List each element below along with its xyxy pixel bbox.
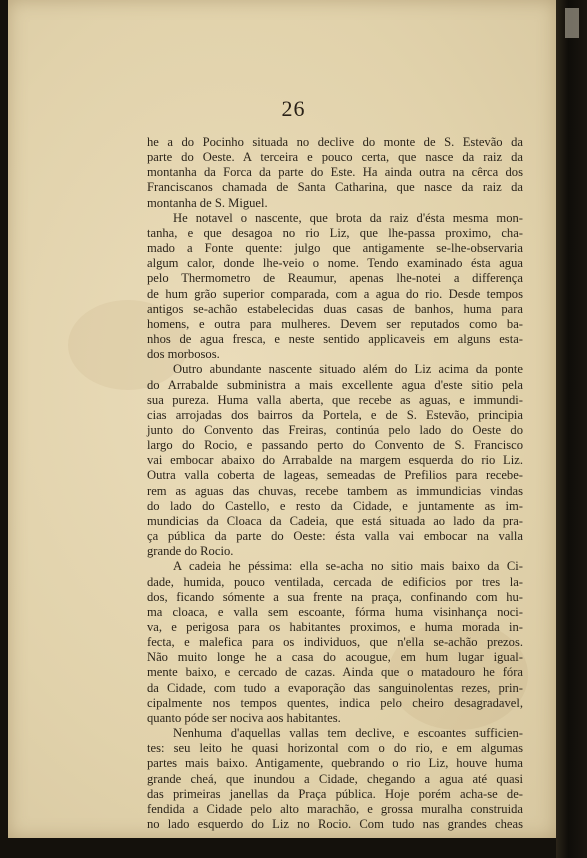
text-line: sua pureza. Huma valla aberta, que recebe as aguas, e immundi- bbox=[147, 392, 523, 407]
text-line: junto do Convento das Freiras, continúa pelo lado do Oeste do bbox=[147, 422, 523, 437]
text-line: montanha de S. Miguel. bbox=[147, 195, 268, 210]
text-line: mente baixo, e cercado de cazas. Ainda que o matadouro he fóra bbox=[147, 665, 523, 680]
text-line: va, e perigosa para os habitantes proximos, e huma morada in- bbox=[147, 620, 523, 634]
text-line: mundicias da Cloaca da Cadeia, que está situada ao lado da pra- bbox=[147, 513, 523, 528]
text-line: nhos de agua fresca, e neste sentido applicaveis em alguns esta- bbox=[147, 332, 523, 347]
text-line: A cadeia he péssima: ella se-acha no sitio mais baixo da Ci- bbox=[173, 559, 523, 574]
text-line: fendida a Cidade pelo alto marachão, e grossa muralha construida bbox=[147, 801, 523, 816]
text-line: rem as aguas das chuvas, recebe tambem as immundicias vindas bbox=[147, 483, 523, 498]
text-line: cias arrojadas dos bairros da Portela, e de S. Estevão, principia bbox=[147, 407, 523, 422]
text-line: cipalmente nos tempos quentes, indica pelo cheiro desagradavel, bbox=[147, 695, 523, 710]
text-line: mado a Fonte quente: julgo que antigamente se-lhe-observaria bbox=[147, 241, 523, 256]
text-line: Franciscanos chamada de Santa Catharina, que nasce da raiz da bbox=[147, 180, 523, 195]
text-line: Outra valla coberta de lageas, semeadas de Prefilios para recebe- bbox=[147, 468, 523, 483]
text-line: algum calor, donde lhe-veio o nome. Tendo examinado ésta agua bbox=[147, 256, 523, 271]
text-line: Outro abundante nascente situado além do Liz acima da ponte bbox=[173, 362, 523, 377]
text-line: parte do Oeste. A terceira e pouco certa, que nasce da raiz da bbox=[147, 150, 523, 165]
body-text bbox=[147, 135, 523, 832]
text-line: He notavel o nascente, que brota da raiz d'ésta mesma mon- bbox=[173, 210, 523, 225]
text-line: ça pública da parte do Oeste: ésta valla vai embocar na valla bbox=[147, 529, 523, 544]
text-line: no lado esquerdo do Liz no Rocio. Com tudo nas grandes cheas bbox=[147, 817, 523, 832]
text-line: antigos se-achão estabelecidas duas casas de banhos, huma para bbox=[147, 301, 523, 316]
text-line: montanha da Forca da parte do Este. Ha ainda outra na cêrca dos bbox=[147, 165, 523, 180]
text-line: pelo Thermometro de Reaumur, apenas lhe-notei a differença bbox=[147, 271, 523, 286]
text-line: das primeiras janellas da Praça pública. Hoje porém acha-se de- bbox=[147, 786, 523, 801]
text-line: dade, humida, pouco ventilada, cercada de edificios por tres la- bbox=[147, 574, 523, 589]
text-line: grande cheá, que inundou a Cidade, chegando a agua até quasi bbox=[147, 771, 523, 786]
text-line: Não muito longe he a casa do acougue, em hum lugar igual- bbox=[147, 650, 523, 665]
text-line: vai embocar abaixo do Arrabalde na margem esquerda do rio Liz. bbox=[147, 453, 523, 468]
text-line: da Cidade, com tudo a evaporação das sanguinolentas rezes, prin- bbox=[147, 680, 523, 695]
text-line: dos morbosos. bbox=[147, 347, 220, 362]
text-line: Nenhuma d'aquellas vallas tem declive, e escoantes sufficien- bbox=[173, 726, 523, 741]
text-line: quanto póde ser nociva aos habitantes. bbox=[147, 710, 341, 725]
text-line: tes: seu leito he quasi horizontal com o do rio, e em algumas bbox=[147, 741, 523, 756]
text-line: homens, e outra para mulheres. Devem ser reputados como ba- bbox=[147, 316, 523, 331]
book-spine-edge bbox=[556, 0, 587, 858]
text-line: tanha, e que desagoa no rio Liz, que lhe-passa proximo, cha- bbox=[147, 225, 523, 240]
text-line: de hum grão superior comparada, com a agua do rio. Desde tempos bbox=[147, 286, 523, 301]
text-line: do lado do Castello, e resto da Cidade, e juntamente as im- bbox=[147, 498, 523, 513]
text-line: do Arrabalde subministra a mais excellente agua d'este sitio pela bbox=[147, 377, 523, 392]
text-line: dos, ficando sómente a sua frente na praça, confinando com hu- bbox=[147, 589, 523, 604]
text-line: partes mais baixo. Antigamente, quebrando o rio Liz, houve huma bbox=[147, 756, 523, 771]
text-line: ma cloaca, e valla sem escoante, fórma huma visinhança noci- bbox=[147, 604, 523, 619]
text-line: fecta, e malefica para os individuos, que n'ella se-achão prezos. bbox=[147, 635, 523, 650]
text-line: largo do Rocio, e passando perto do Convento de S. Francisco bbox=[147, 438, 523, 453]
text-line: he a do Pocinho situada no declive do monte de S. Estevão da bbox=[147, 135, 523, 149]
text-line: grande do Rocio. bbox=[147, 544, 234, 559]
page-number: 26 bbox=[281, 96, 306, 121]
scan-corner-tab bbox=[565, 8, 579, 38]
